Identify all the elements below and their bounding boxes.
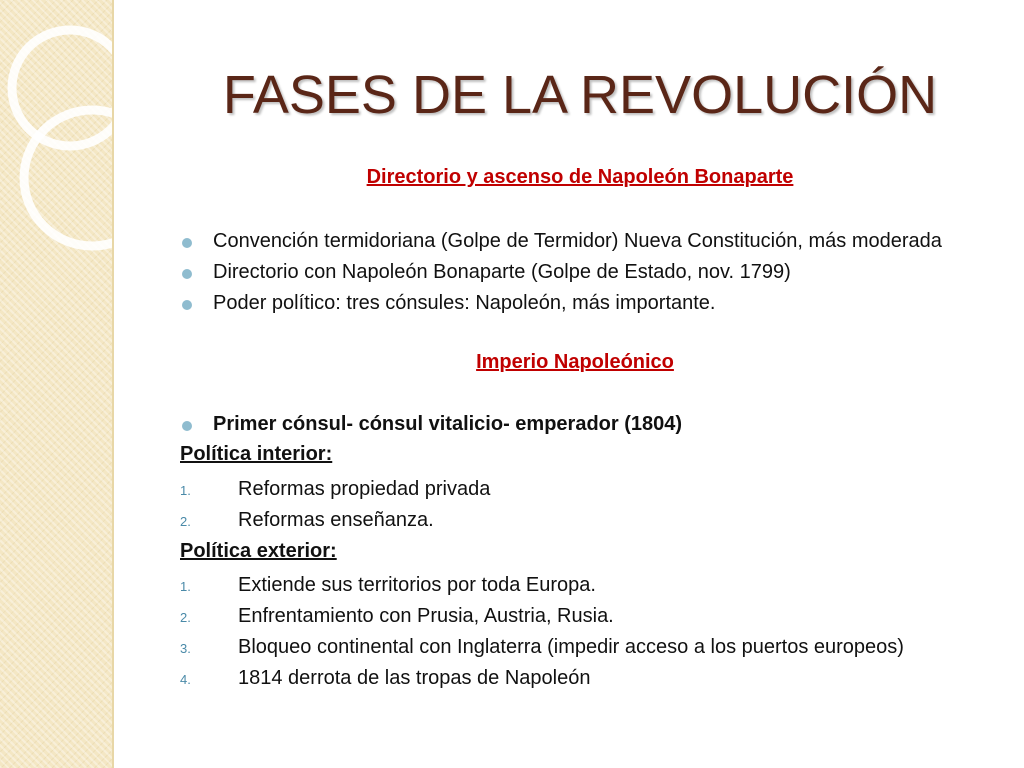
decorative-sidebar	[0, 0, 112, 768]
list-number: 1.	[180, 579, 191, 594]
list-item	[180, 413, 1000, 436]
list-item	[180, 474, 1010, 505]
list-item	[180, 570, 1010, 601]
list-item-text: Poder político: tres cónsules: Napoleón, más importante.	[213, 292, 716, 314]
list-item	[180, 292, 1000, 315]
list-item	[180, 230, 1000, 253]
list-item-text: Extiende sus territorios por toda Europa.	[238, 574, 596, 596]
politica-exterior-heading: Política exterior:	[180, 540, 337, 562]
list-number: 3.	[180, 641, 191, 656]
list-item-text: Reformas enseñanza.	[238, 509, 434, 531]
list-number: 1.	[180, 483, 191, 498]
bullet-list-imperio	[180, 413, 1000, 436]
sidebar-divider	[112, 0, 114, 768]
list-number: 2.	[180, 610, 191, 625]
section-heading-imperio: Imperio Napoleónico	[476, 351, 674, 373]
page-title: FASES DE LA REVOLUCIÓN	[222, 65, 938, 125]
bullet-list-directorio	[180, 230, 1000, 323]
bullet-icon	[182, 300, 192, 310]
bullet-icon	[182, 238, 192, 248]
list-item	[180, 601, 1010, 632]
list-number: 4.	[180, 672, 191, 687]
list-item-text: Enfrentamiento con Prusia, Austria, Rusia.	[238, 605, 614, 627]
list-item	[180, 505, 1010, 536]
list-item-text: Convención termidoriana (Golpe de Termidor) Nueva Constitución, más moderada	[213, 230, 942, 252]
bullet-icon	[182, 269, 192, 279]
list-item	[180, 632, 1010, 663]
list-number: 2.	[180, 514, 191, 529]
politica-interior-heading: Política interior:	[180, 443, 333, 465]
decorative-circles-icon	[0, 0, 112, 768]
bullet-icon	[182, 421, 192, 431]
politica-interior-list	[180, 474, 1010, 536]
list-item-text: Bloqueo continental con Inglaterra (impedir acceso a los puertos europeos)	[238, 636, 904, 658]
list-item-text: 1814 derrota de las tropas de Napoleón	[238, 667, 591, 689]
list-item	[180, 663, 1010, 694]
list-item-text: Reformas propiedad privada	[238, 478, 491, 500]
list-item	[180, 261, 1000, 284]
section-heading-directorio: Directorio y ascenso de Napoleón Bonaparte	[366, 166, 794, 188]
list-item-text: Directorio con Napoleón Bonaparte (Golpe de Estado, nov. 1799)	[213, 261, 791, 283]
list-item-text: Primer cónsul- cónsul vitalicio- emperador (1804)	[213, 413, 683, 435]
politica-exterior-list	[180, 570, 1010, 694]
